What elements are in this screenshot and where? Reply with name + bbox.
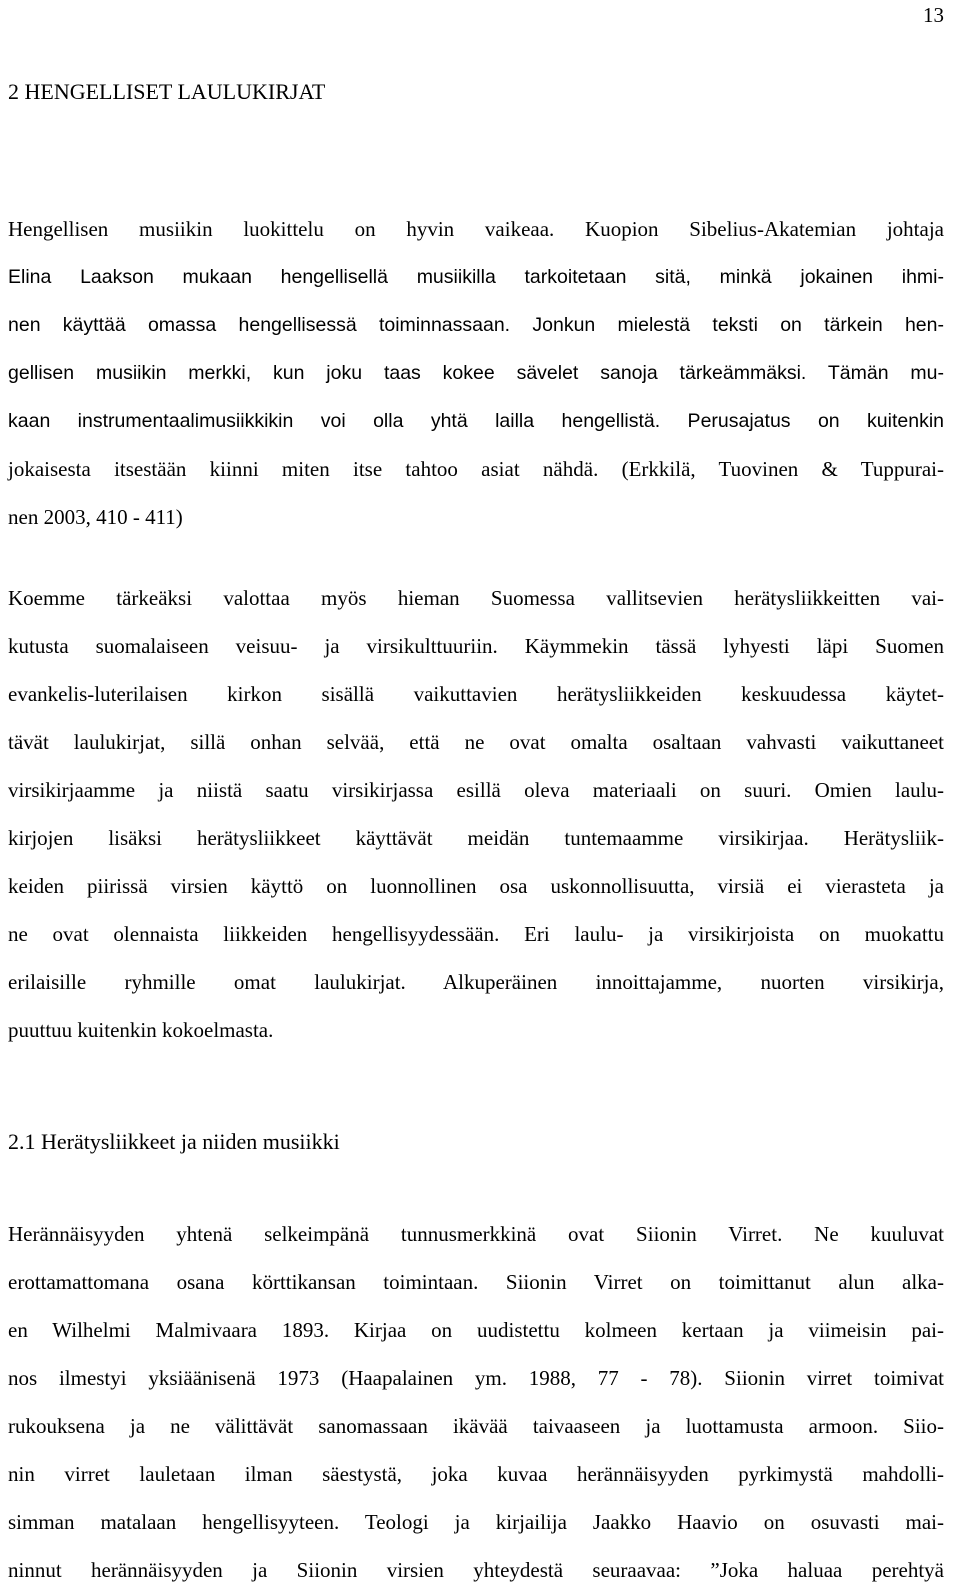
paragraph-line: ne ovat olennaista liikkeiden hengellisyydessään. Eri laulu- ja virsikirjoista on muokattu — [8, 922, 944, 946]
subsection-heading: 2.1 Herätysliikkeet ja niiden musiikki — [8, 1129, 340, 1154]
paragraph-line: jokaisesta itsestään kiinni miten itse tahtoo asiat nähdä. (Erkkilä, Tuovinen & Tuppurai- — [8, 457, 944, 481]
paragraph-line: erottamattomana osana körttikansan toimintaan. Siionin Virret on toimittanut alun alka- — [8, 1270, 944, 1294]
paragraph-line: Koemme tärkeäksi valottaa myös hieman Suomessa vallitsevien herätysliikkeitten vai- — [8, 586, 944, 610]
paragraph-line: Hengellisen musiikin luokittelu on hyvin vaikeaa. Kuopion Sibelius-Akatemian johtaja — [8, 217, 944, 241]
paragraph-line: Herännäisyyden yhtenä selkeimpänä tunnusmerkkinä ovat Siionin Virret. Ne kuuluvat — [8, 1222, 944, 1246]
paragraph-line: ninnut herännäisyyden ja Siionin virsien yhteydestä seuraavaa: ”Joka haluaa perehtyä — [8, 1558, 944, 1582]
section-heading: 2 HENGELLISET LAULUKIRJAT — [8, 79, 326, 104]
paragraph-line: nen käyttää omassa hengellisessä toiminnassaan. Jonkun mielestä teksti on tärkein hen- — [8, 314, 944, 336]
paragraph-line: nin virret lauletaan ilman säestystä, joka kuvaa herännäisyyden pyrkimystä mahdolli- — [8, 1462, 944, 1486]
paragraph-line: kaan instrumentaalimusiikkikin voi olla yhtä lailla hengellistä. Perusajatus on kuitenkin — [8, 410, 944, 432]
paragraph-line: kirjojen lisäksi herätysliikkeet käyttävät meidän tuntemaamme virsikirjaa. Herätysliik- — [8, 826, 944, 850]
paragraph-1 — [8, 205, 944, 541]
paragraph-line: rukouksena ja ne välittävät sanomassaan ikävää taivaaseen ja luottamusta armoon. Siio- — [8, 1414, 944, 1438]
paragraph-line: keiden piirissä virsien käyttö on luonnollinen osa uskonnollisuutta, virsiä ei vierasteta ja — [8, 874, 944, 898]
paragraph-line: evankelis-luterilaisen kirkon sisällä vaikuttavien herätysliikkeiden keskuudessa käytet- — [8, 682, 944, 706]
paragraph-2 — [8, 574, 944, 1054]
paragraph-line: nos ilmestyi yksiäänisenä 1973 (Haapalainen ym. 1988, 77 - 78). Siionin virret toimivat — [8, 1366, 944, 1390]
paragraph-line: nen 2003, 410 - 411) — [8, 505, 183, 529]
paragraph-3 — [8, 1210, 944, 1594]
paragraph-line: virsikirjaamme ja niistä saatu virsikirjassa esillä oleva materiaali on suuri. Omien laulu- — [8, 778, 944, 802]
paragraph-line: puuttuu kuitenkin kokoelmasta. — [8, 1018, 274, 1042]
paragraph-line: gellisen musiikin merkki, kun joku taas kokee sävelet sanoja tärkeämmäksi. Tämän mu- — [8, 362, 944, 384]
paragraph-line: erilaisille ryhmille omat laulukirjat. Alkuperäinen innoittajamme, nuorten virsikirja, — [8, 970, 944, 994]
paragraph-line: en Wilhelmi Malmivaara 1893. Kirjaa on uudistettu kolmeen kertaan ja viimeisin pai- — [8, 1318, 944, 1342]
paragraph-line: tävät laulukirjat, sillä onhan selvää, että ne ovat omalta osaltaan vahvasti vaikuttaneet — [8, 730, 944, 754]
paragraph-line: kutusta suomalaiseen veisuu- ja virsikulttuuriin. Käymmekin tässä lyhyesti läpi Suomen — [8, 634, 944, 658]
paragraph-line: simman matalaan hengellisyyteen. Teologi ja kirjailija Jaakko Haavio on osuvasti mai- — [8, 1510, 944, 1534]
page-number: 13 — [923, 3, 944, 27]
paragraph-line: Elina Laakson mukaan hengellisellä musiikilla tarkoitetaan sitä, minkä jokainen ihmi- — [8, 266, 944, 288]
